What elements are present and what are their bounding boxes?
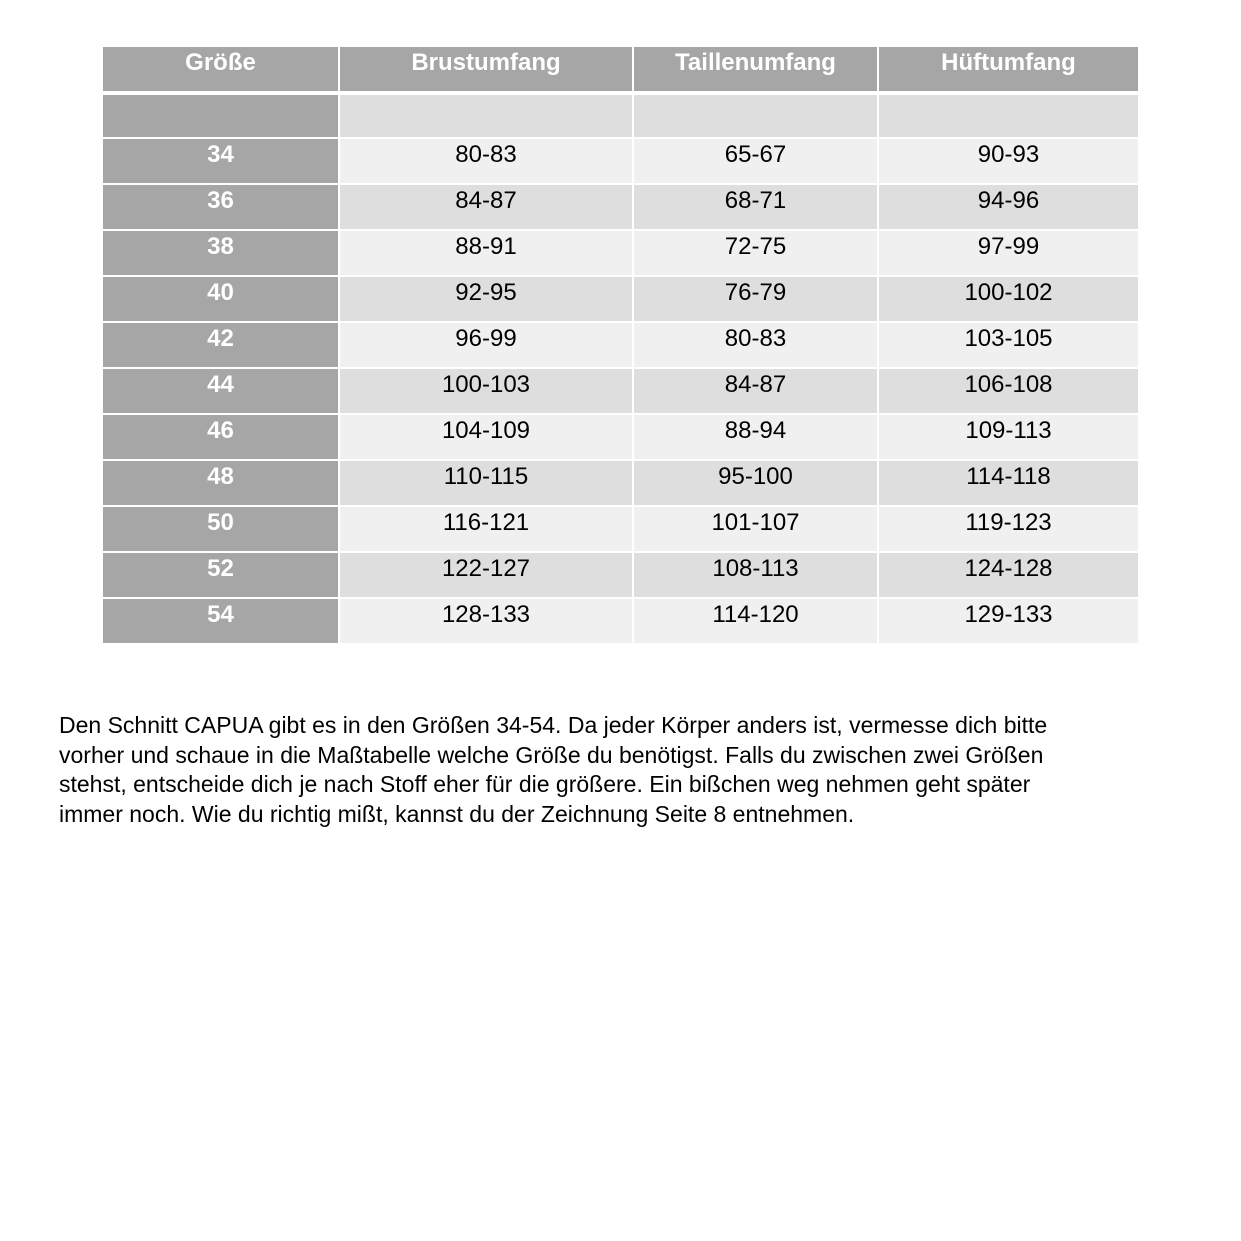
- note-line: immer noch. Wie du richtig mißt, kannst du der Zeichnung Seite 8 entnehmen.: [59, 800, 855, 827]
- waist-cell: 65-67: [634, 137, 879, 183]
- waist-cell: 101-107: [634, 505, 879, 551]
- hip-cell: 103-105: [879, 321, 1138, 367]
- note-line: vorher und schaue in die Maßtabelle welche Größe du benötigst. Falls du zwischen zwei Größen: [59, 741, 1044, 768]
- hip-cell: 129-133: [879, 597, 1138, 643]
- table-row: [103, 321, 1138, 367]
- table-row: [103, 413, 1138, 459]
- note-line: stehst, entscheide dich je nach Stoff eher für die größere. Ein bißchen weg nehmen geht später: [59, 771, 1031, 797]
- header-size: Größe: [103, 47, 340, 91]
- waist-cell: 80-83: [634, 321, 879, 367]
- table-spacer-row: [103, 91, 1138, 137]
- size-cell: 48: [103, 459, 340, 505]
- hip-cell: 114-118: [879, 459, 1138, 505]
- waist-cell: 68-71: [634, 183, 879, 229]
- table-row: [103, 367, 1138, 413]
- table-row: [103, 275, 1138, 321]
- hip-cell: 100-102: [879, 275, 1138, 321]
- size-cell: 36: [103, 183, 340, 229]
- header-chest: Brustumfang: [340, 47, 634, 91]
- header-waist: Taillenumfang: [634, 47, 879, 91]
- chest-cell: 122-127: [340, 551, 634, 597]
- hip-cell: 119-123: [879, 505, 1138, 551]
- table-row: [103, 505, 1138, 551]
- size-cell: 42: [103, 321, 340, 367]
- size-cell: 40: [103, 275, 340, 321]
- chest-cell: 128-133: [340, 597, 634, 643]
- chest-cell: 100-103: [340, 367, 634, 413]
- waist-cell: 84-87: [634, 367, 879, 413]
- header-hip: Hüftumfang: [879, 47, 1138, 91]
- chest-cell: 104-109: [340, 413, 634, 459]
- waist-cell: 76-79: [634, 275, 879, 321]
- size-cell: 50: [103, 505, 340, 551]
- chest-cell: 88-91: [340, 229, 634, 275]
- waist-cell: 95-100: [634, 459, 879, 505]
- table-row: [103, 183, 1138, 229]
- waist-cell: 108-113: [634, 551, 879, 597]
- waist-cell: 72-75: [634, 229, 879, 275]
- chest-cell: 92-95: [340, 275, 634, 321]
- chest-cell: 96-99: [340, 321, 634, 367]
- table-row: [103, 597, 1138, 643]
- table-header-row: [103, 47, 1138, 91]
- hip-cell: 94-96: [879, 183, 1138, 229]
- size-cell: 54: [103, 597, 340, 643]
- note-line: Den Schnitt CAPUA gibt es in den Größen 34-54. Da jeder Körper anders ist, vermesse dich bitte: [59, 712, 1048, 738]
- table-row: [103, 137, 1138, 183]
- size-cell: 52: [103, 551, 340, 597]
- spacer-cell: [103, 91, 340, 137]
- spacer-cell: [634, 91, 879, 137]
- hip-cell: 97-99: [879, 229, 1138, 275]
- waist-cell: 114-120: [634, 597, 879, 643]
- chest-cell: 116-121: [340, 505, 634, 551]
- spacer-cell: [340, 91, 634, 137]
- table-row: [103, 229, 1138, 275]
- hip-cell: 124-128: [879, 551, 1138, 597]
- hip-cell: 106-108: [879, 367, 1138, 413]
- size-cell: 44: [103, 367, 340, 413]
- chest-cell: 84-87: [340, 183, 634, 229]
- spacer-cell: [879, 91, 1138, 137]
- chest-cell: 80-83: [340, 137, 634, 183]
- size-table: [103, 47, 1138, 643]
- chest-cell: 110-115: [340, 459, 634, 505]
- table-row: [103, 459, 1138, 505]
- size-cell: 38: [103, 229, 340, 275]
- hip-cell: 109-113: [879, 413, 1138, 459]
- hip-cell: 90-93: [879, 137, 1138, 183]
- size-cell: 46: [103, 413, 340, 459]
- size-note-paragraph: [59, 711, 1179, 829]
- waist-cell: 88-94: [634, 413, 879, 459]
- table-row: [103, 551, 1138, 597]
- size-cell: 34: [103, 137, 340, 183]
